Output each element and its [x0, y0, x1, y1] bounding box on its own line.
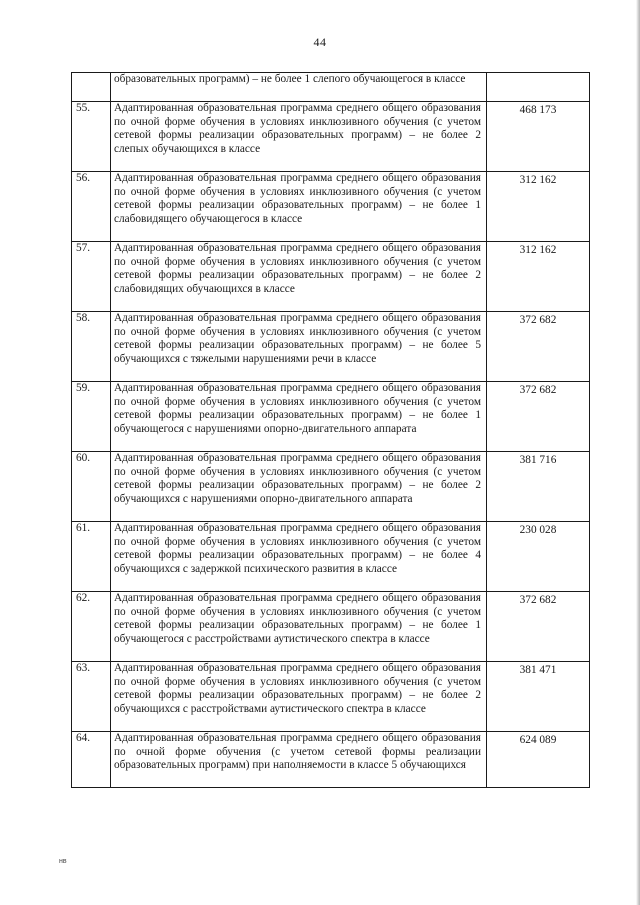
footer-initials: нв [59, 858, 67, 865]
row-description: Адаптированная образовательная программа среднего общего образования по очной форме обучения в условиях инклюзивного обучения (с учетом сетевой формы реализации образовательных программ) – не более 2 обучающихся с нарушениями опорно-двигательного аппарата [111, 452, 487, 522]
tariff-table [71, 72, 590, 788]
row-number: 55. [72, 102, 111, 172]
row-number: 56. [72, 172, 111, 242]
row-number: 59. [72, 382, 111, 452]
table-row [72, 732, 590, 788]
table-row-continuation [72, 73, 590, 102]
table-body [72, 73, 590, 788]
row-value: 624 089 [487, 732, 590, 788]
row-description: Адаптированная образовательная программа среднего общего образования по очной форме обучения в условиях инклюзивного обучения (с учетом сетевой формы реализации образовательных программ) – не более 2 слабовидящих обучающихся в классе [111, 242, 487, 312]
row-number: 58. [72, 312, 111, 382]
row-description: Адаптированная образовательная программа среднего общего образования по очной форме обучения (с учетом сетевой формы реализации образовательных программ) при наполняемости в классе 5 обучающихся [111, 732, 487, 788]
row-value [487, 73, 590, 102]
table-row [72, 102, 590, 172]
row-value: 312 162 [487, 242, 590, 312]
row-value: 381 716 [487, 452, 590, 522]
table-row [72, 592, 590, 662]
table-row [72, 522, 590, 592]
row-value: 381 471 [487, 662, 590, 732]
row-description: Адаптированная образовательная программа среднего общего образования по очной форме обучения в условиях инклюзивного обучения (с учетом сетевой формы реализации образовательных программ) – не более 2 обучающихся с расстройствами аутистического спектра в классе [111, 662, 487, 732]
row-value: 312 162 [487, 172, 590, 242]
row-description: Адаптированная образовательная программа среднего общего образования по очной форме обучения в условиях инклюзивного обучения (с учетом сетевой формы реализации образовательных программ) – не более 1 обучающегося с расстройствами аутистического спектра в классе [111, 592, 487, 662]
table-row [72, 382, 590, 452]
row-description: Адаптированная образовательная программа среднего общего образования по очной форме обучения в условиях инклюзивного обучения (с учетом сетевой формы реализации образовательных программ) – не более 1 обучающегося с нарушениями опорно-двигательного аппарата [111, 382, 487, 452]
table-row [72, 242, 590, 312]
table-row [72, 312, 590, 382]
row-number: 64. [72, 732, 111, 788]
row-description: Адаптированная образовательная программа среднего общего образования по очной форме обучения в условиях инклюзивного обучения (с учетом сетевой формы реализации образовательных программ) – не более 1 слабовидящего обучающегося в классе [111, 172, 487, 242]
row-value: 468 173 [487, 102, 590, 172]
table-row [72, 172, 590, 242]
row-value: 230 028 [487, 522, 590, 592]
row-description: Адаптированная образовательная программа среднего общего образования по очной форме обучения в условиях инклюзивного обучения (с учетом сетевой формы реализации образовательных программ) – не более 2 слепых обучающихся в классе [111, 102, 487, 172]
row-number: 63. [72, 662, 111, 732]
table-row [72, 452, 590, 522]
row-number: 61. [72, 522, 111, 592]
row-description: Адаптированная образовательная программа среднего общего образования по очной форме обучения в условиях инклюзивного обучения (с учетом сетевой формы реализации образовательных программ) – не более 4 обучающихся с задержкой психического развития в классе [111, 522, 487, 592]
scan-shadow-edge [636, 0, 640, 905]
row-description: Адаптированная образовательная программа среднего общего образования по очной форме обучения в условиях инклюзивного обучения (с учетом сетевой формы реализации образовательных программ) – не более 5 обучающихся с тяжелыми нарушениями речи в классе [111, 312, 487, 382]
row-value: 372 682 [487, 592, 590, 662]
row-value: 372 682 [487, 382, 590, 452]
row-number: 57. [72, 242, 111, 312]
table-row [72, 662, 590, 732]
row-value: 372 682 [487, 312, 590, 382]
row-description: образовательных программ) – не более 1 слепого обучающегося в классе [111, 73, 487, 102]
page-number: 44 [313, 35, 327, 49]
row-number: 62. [72, 592, 111, 662]
row-number: 60. [72, 452, 111, 522]
row-number-cell [72, 73, 111, 102]
